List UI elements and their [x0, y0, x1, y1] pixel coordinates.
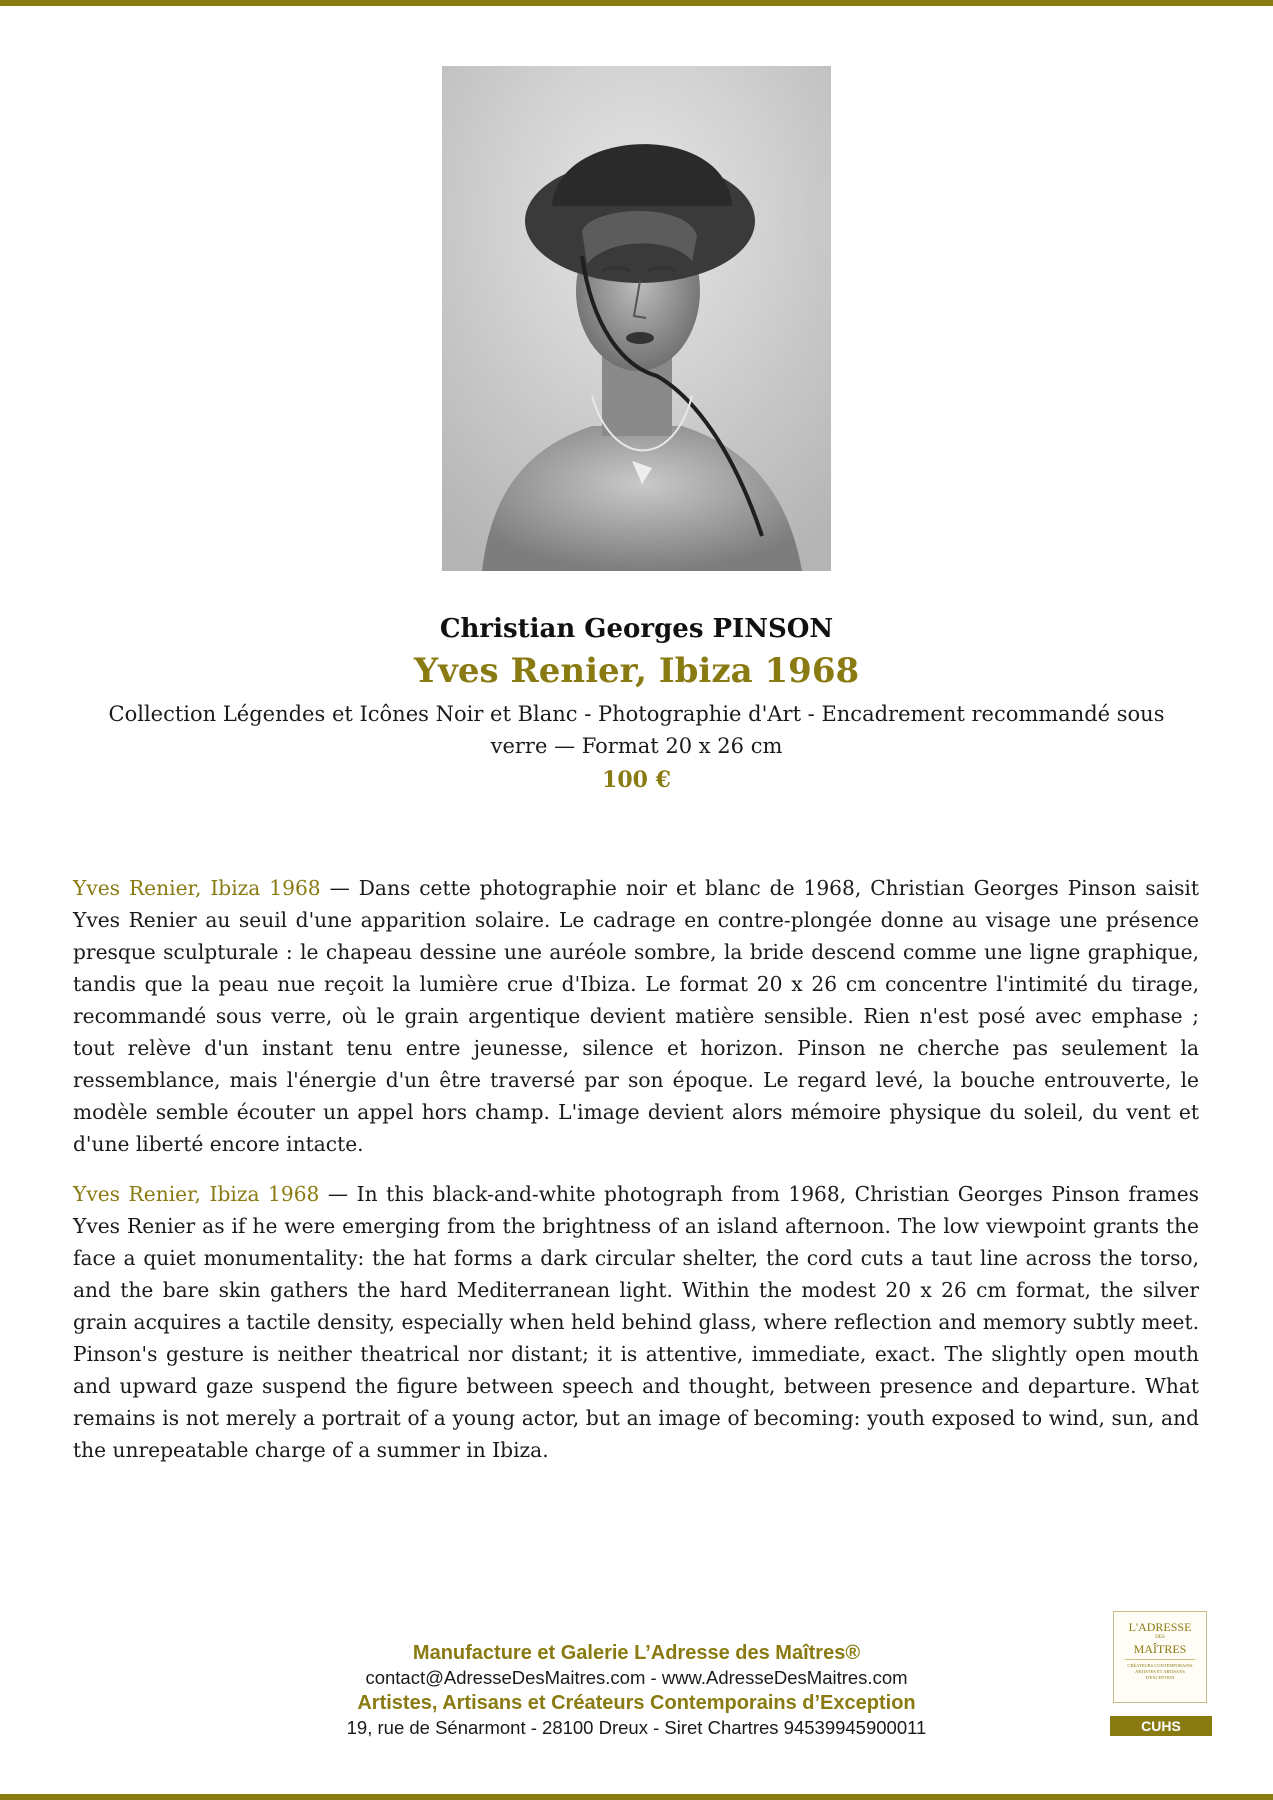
artwork-price: 100 €: [602, 767, 671, 793]
artwork-header: [0, 612, 1273, 796]
gallery-logo: [1113, 1611, 1207, 1703]
portrait-photograph: [442, 66, 831, 571]
footer: [240, 1640, 1033, 1740]
description-paragraph-en: [73, 1178, 1199, 1466]
description: [73, 872, 1199, 1484]
logo-line-2: DES: [1155, 1635, 1165, 1640]
gallery-tagline: Artistes, Artisans et Créateurs Contemporains d’Exception: [357, 1692, 916, 1714]
paragraph-lead: Yves Renier, Ibiza 1968: [73, 1182, 320, 1206]
paragraph-text: — Dans cette photographie noir et blanc de 1968, Christian Georges Pinson saisit Yves Renier au seuil d'une apparition solaire. Le cadrage en contre-plongée donne au visage une présence presque sculpturale : le chapeau dessine une auréole sombre, la bride descend comme une ligne graphique, tandis que la peau nue reçoit la lumière crue d'Ibiza. Le format 20 x 26 cm concentre l'intimité du tirage, recommandé sous verre, où le grain argentique devient matière sensible. Rien n'est posé avec emphase ; tout relève d'un instant tenu entre jeunesse, silence et horizon. Pinson ne cherche pas seulement la ressemblance, mais l'énergie d'un être traversé par son époque. Le regard levé, la bouche entrouverte, le modèle semble écouter un appel hors champ. L'image devient alors mémoire physique du soleil, du vent et d'une liberté encore intacte.: [73, 876, 1199, 1156]
paragraph-text: — In this black-and-white photograph from 1968, Christian Georges Pinson frames Yves Renier as if he were emerging from the brightness of an island afternoon. The low viewpoint grants the face a quiet monumentality: the hat forms a dark circular shelter, the cord cuts a taut line across the torso, and the bare skin gathers the hard Mediterranean light. Within the modest 20 x 26 cm format, the silver grain acquires a tactile density, especially when held behind glass, where reflection and memory subtly meet. Pinson's gesture is neither theatrical nor distant; it is attentive, immediate, exact. The slightly open mouth and upward gaze suspend the figure between speech and thought, between presence and departure. What remains is not merely a portrait of a young actor, but an image of becoming: youth exposed to wind, sun, and the unrepeatable charge of a summer in Ibiza.: [73, 1182, 1200, 1462]
artist-name: Christian Georges PINSON: [439, 614, 834, 644]
description-paragraph-fr: [73, 872, 1199, 1160]
logo-tagline: CRÉATEURS CONTEMPORAINS ARTISTES ET ARTISANS D'EXCEPTION: [1127, 1663, 1193, 1680]
bottom-border: [0, 1794, 1273, 1800]
gallery-name: Manufacture et Galerie L’Adresse des Maîtres®: [412, 1642, 861, 1664]
artwork-title: Yves Renier, Ibiza 1968: [413, 651, 860, 691]
address-line: 19, rue de Sénarmont - 28100 Dreux - Siret Chartres 94539945900011: [346, 1717, 927, 1738]
artwork-subtitle: Collection Légendes et Icônes Noir et Blanc - Photographie d'Art - Encadrement recommandé sous verre — Format 20 x 26 cm: [108, 702, 1165, 758]
contact-line: contact@AdresseDesMaitres.com - www.AdresseDesMaitres.com: [365, 1667, 908, 1688]
top-border: [0, 0, 1273, 6]
logo-line-3: MAÎTRES: [1133, 1642, 1187, 1656]
logo-badge: CUHS: [1110, 1716, 1212, 1736]
paragraph-lead: Yves Renier, Ibiza 1968: [73, 876, 321, 900]
logo-divider: [1125, 1659, 1195, 1660]
logo-line-1: L'ADRESSE: [1128, 1620, 1192, 1634]
